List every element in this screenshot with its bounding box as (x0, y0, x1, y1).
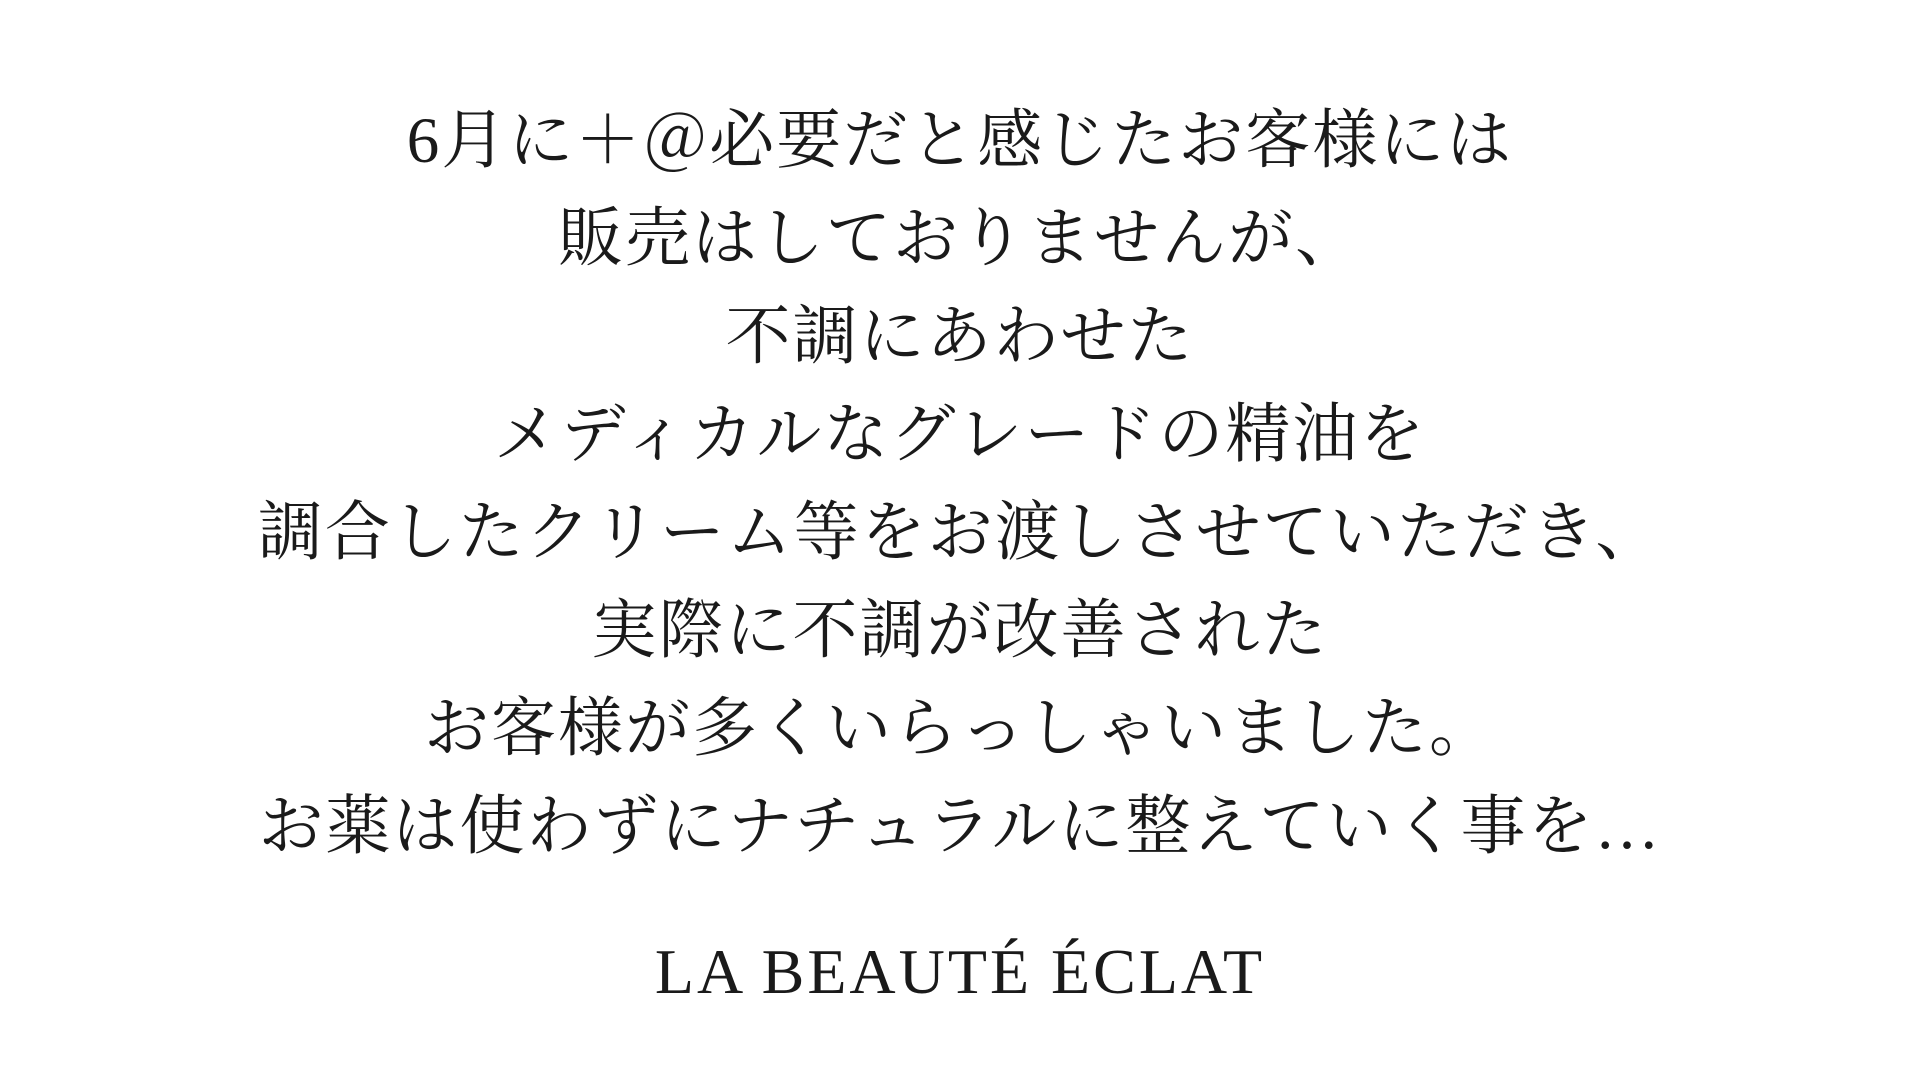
message-line-6: 実際に不調が改善された (591, 595, 1329, 667)
message-line-4: メディカルなグレードの精油を (493, 399, 1427, 471)
message-line-8: お薬は使わずにナチュラルに整えていく事を… (258, 791, 1662, 863)
brand-name: LA BEAUTÉ ÉCLAT (654, 936, 1266, 1007)
message-line-2: 販売はしておりませんが、 (557, 203, 1362, 275)
message-text-block (258, 92, 1662, 876)
message-line-1: 6月に＋＠必要だと感じたお客様には (406, 105, 1514, 177)
message-line-7: お客様が多くいらっしゃいました。 (423, 693, 1496, 765)
message-line-3: 不調にあわせた (725, 301, 1195, 373)
message-line-5: 調合したクリーム等をお渡しさせていただき、 (257, 497, 1663, 569)
